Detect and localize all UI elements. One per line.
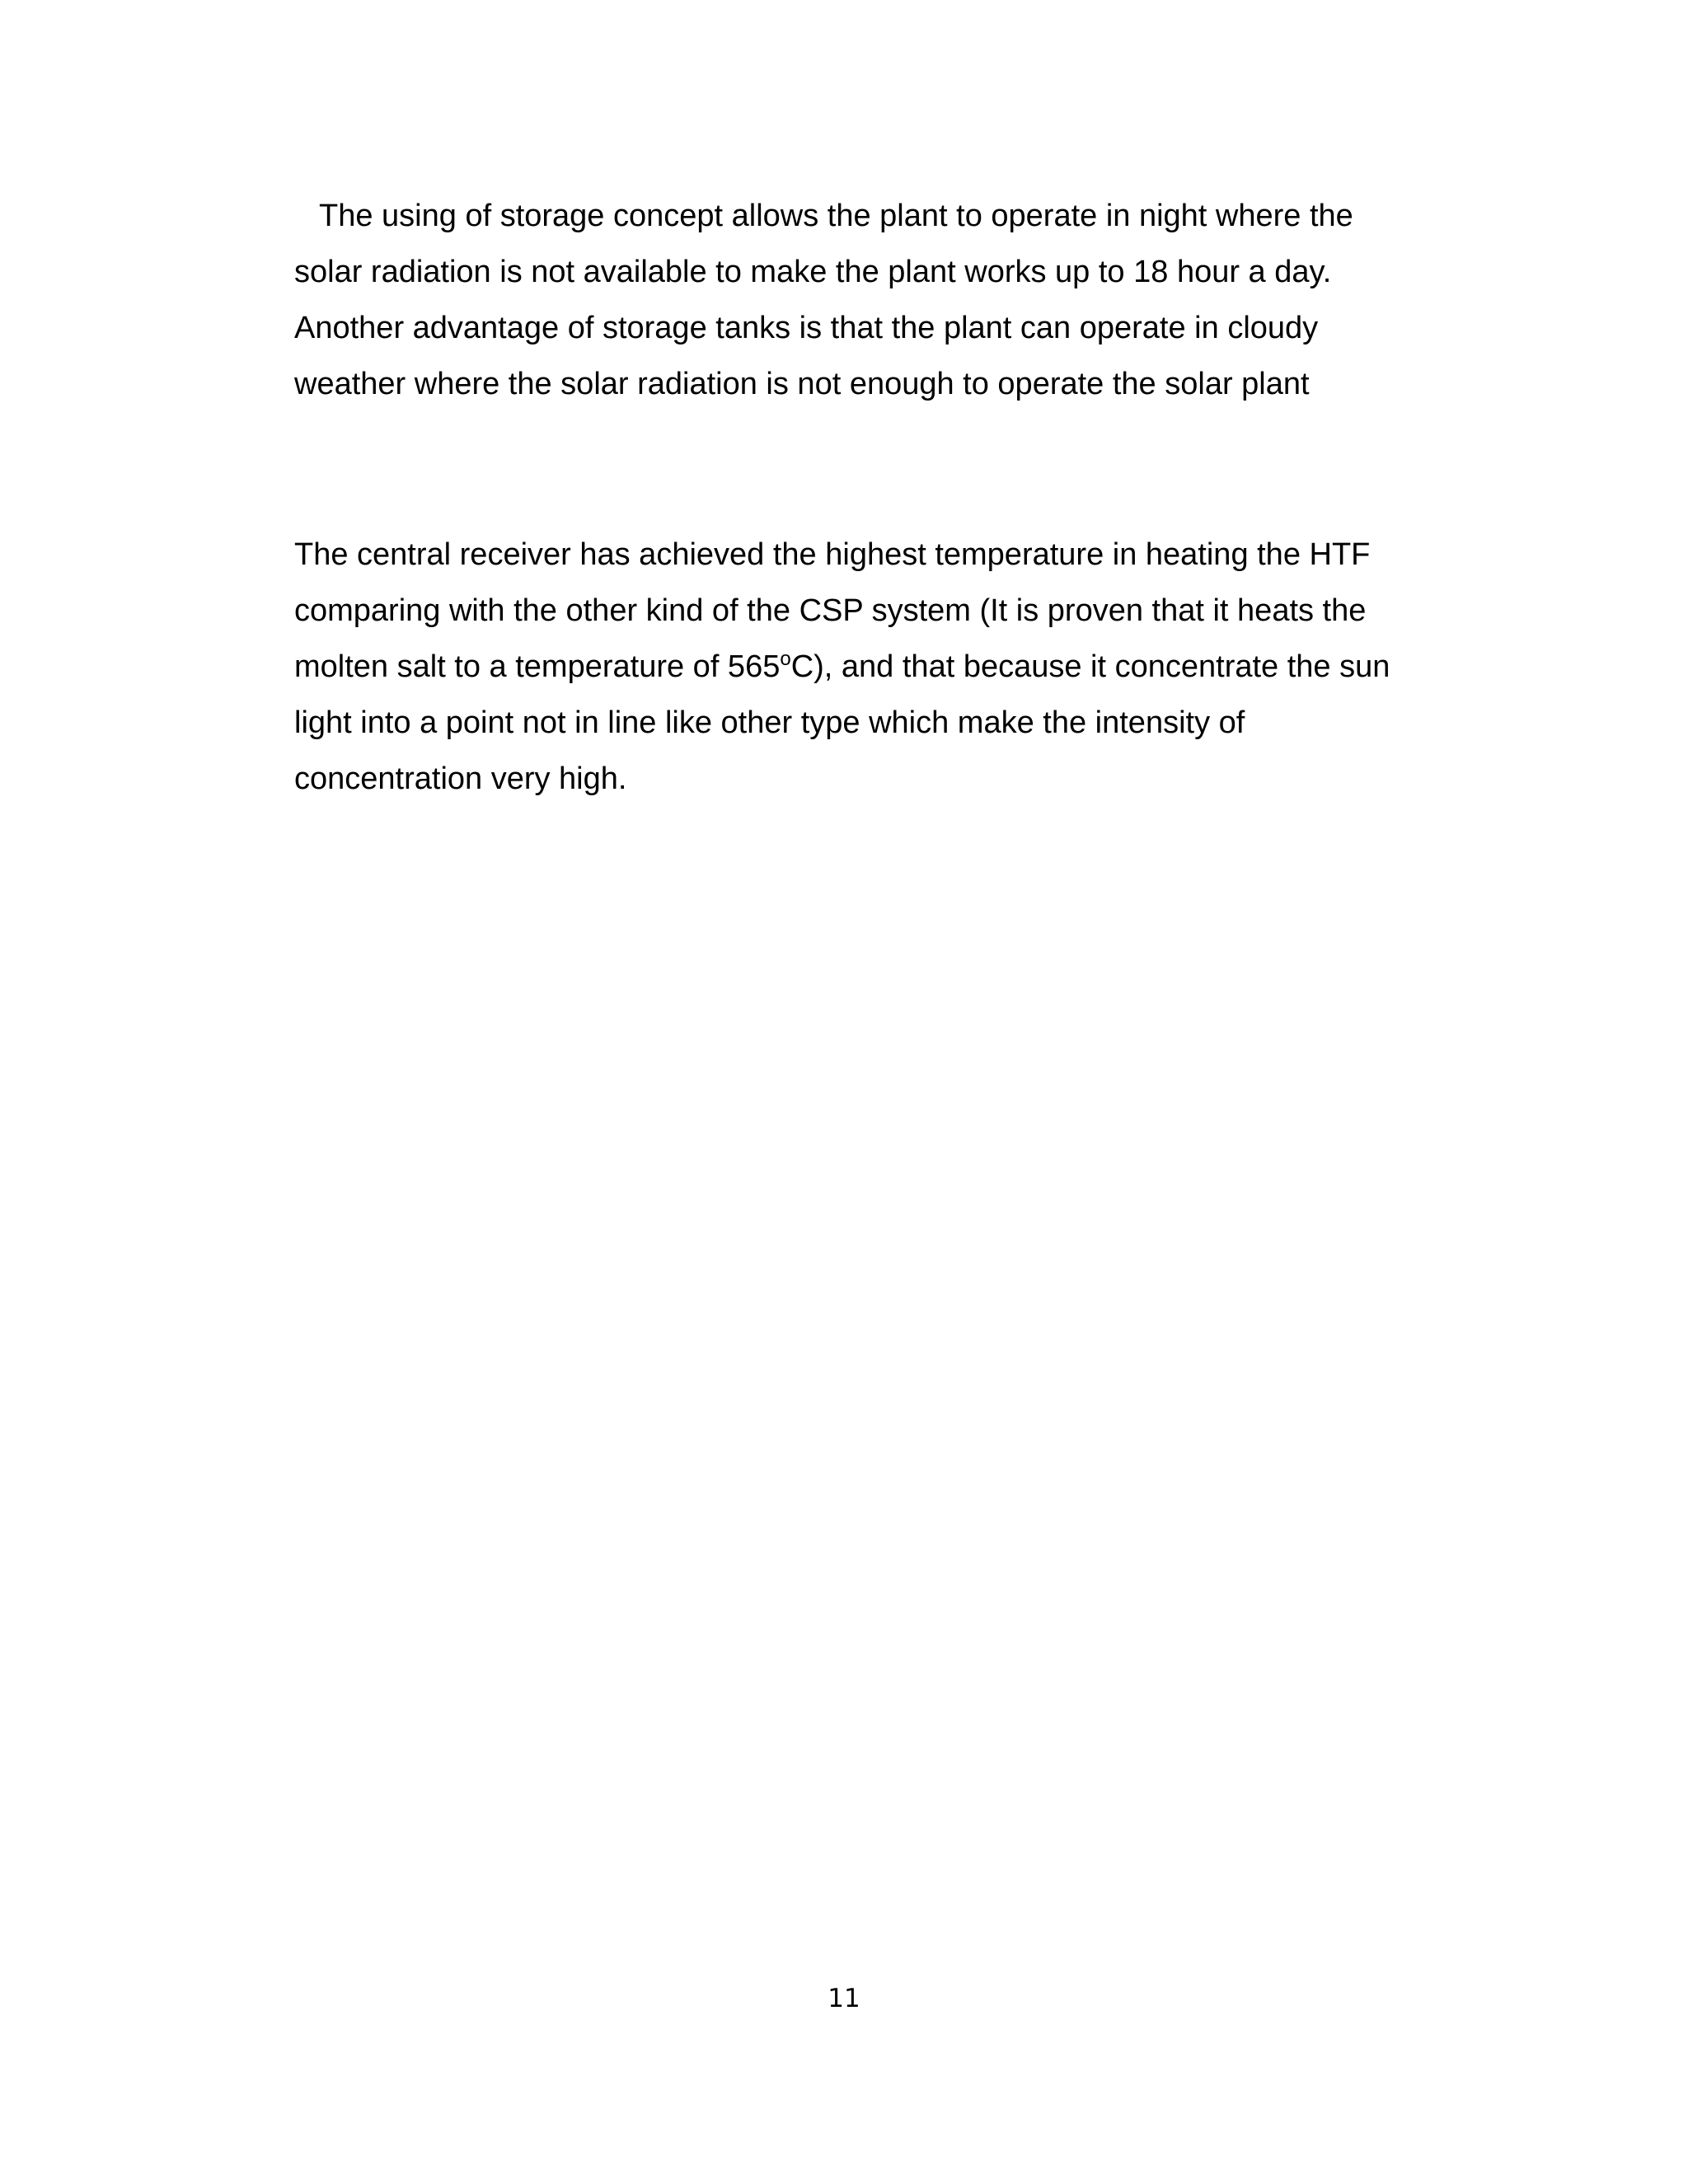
paragraph-line-with-degree — [294, 639, 1448, 695]
paragraph-line: Another advantage of storage tanks is that the plant can operate in cloudy — [294, 311, 1319, 345]
paragraph-central-receiver — [294, 527, 1448, 807]
paragraph-line: light into a point not in line like other type which make the intensity of — [294, 705, 1245, 740]
paragraph-line: The using of storage concept allows the plant to operate in night where the — [319, 199, 1353, 233]
paragraph-storage-concept — [294, 188, 1448, 412]
page-number: 11 — [828, 1984, 860, 2013]
paragraph-line: solar radiation is not available to make the plant works up to 18 hour a day. — [294, 255, 1332, 289]
paragraph-line: comparing with the other kind of the CSP system (It is proven that it heats the — [294, 593, 1367, 628]
paragraph-line: concentration very high. — [294, 762, 627, 796]
line-text-before-superscript: molten salt to a temperature of 565 — [294, 649, 781, 684]
paragraph-line: weather where the solar radiation is not enough to operate the solar plant — [294, 367, 1310, 401]
paragraph-line: The central receiver has achieved the highest temperature in heating the HTF — [294, 537, 1371, 572]
degree-superscript: o — [780, 648, 791, 670]
line-text-after-superscript: C), and that because it concentrate the sun — [790, 649, 1390, 684]
